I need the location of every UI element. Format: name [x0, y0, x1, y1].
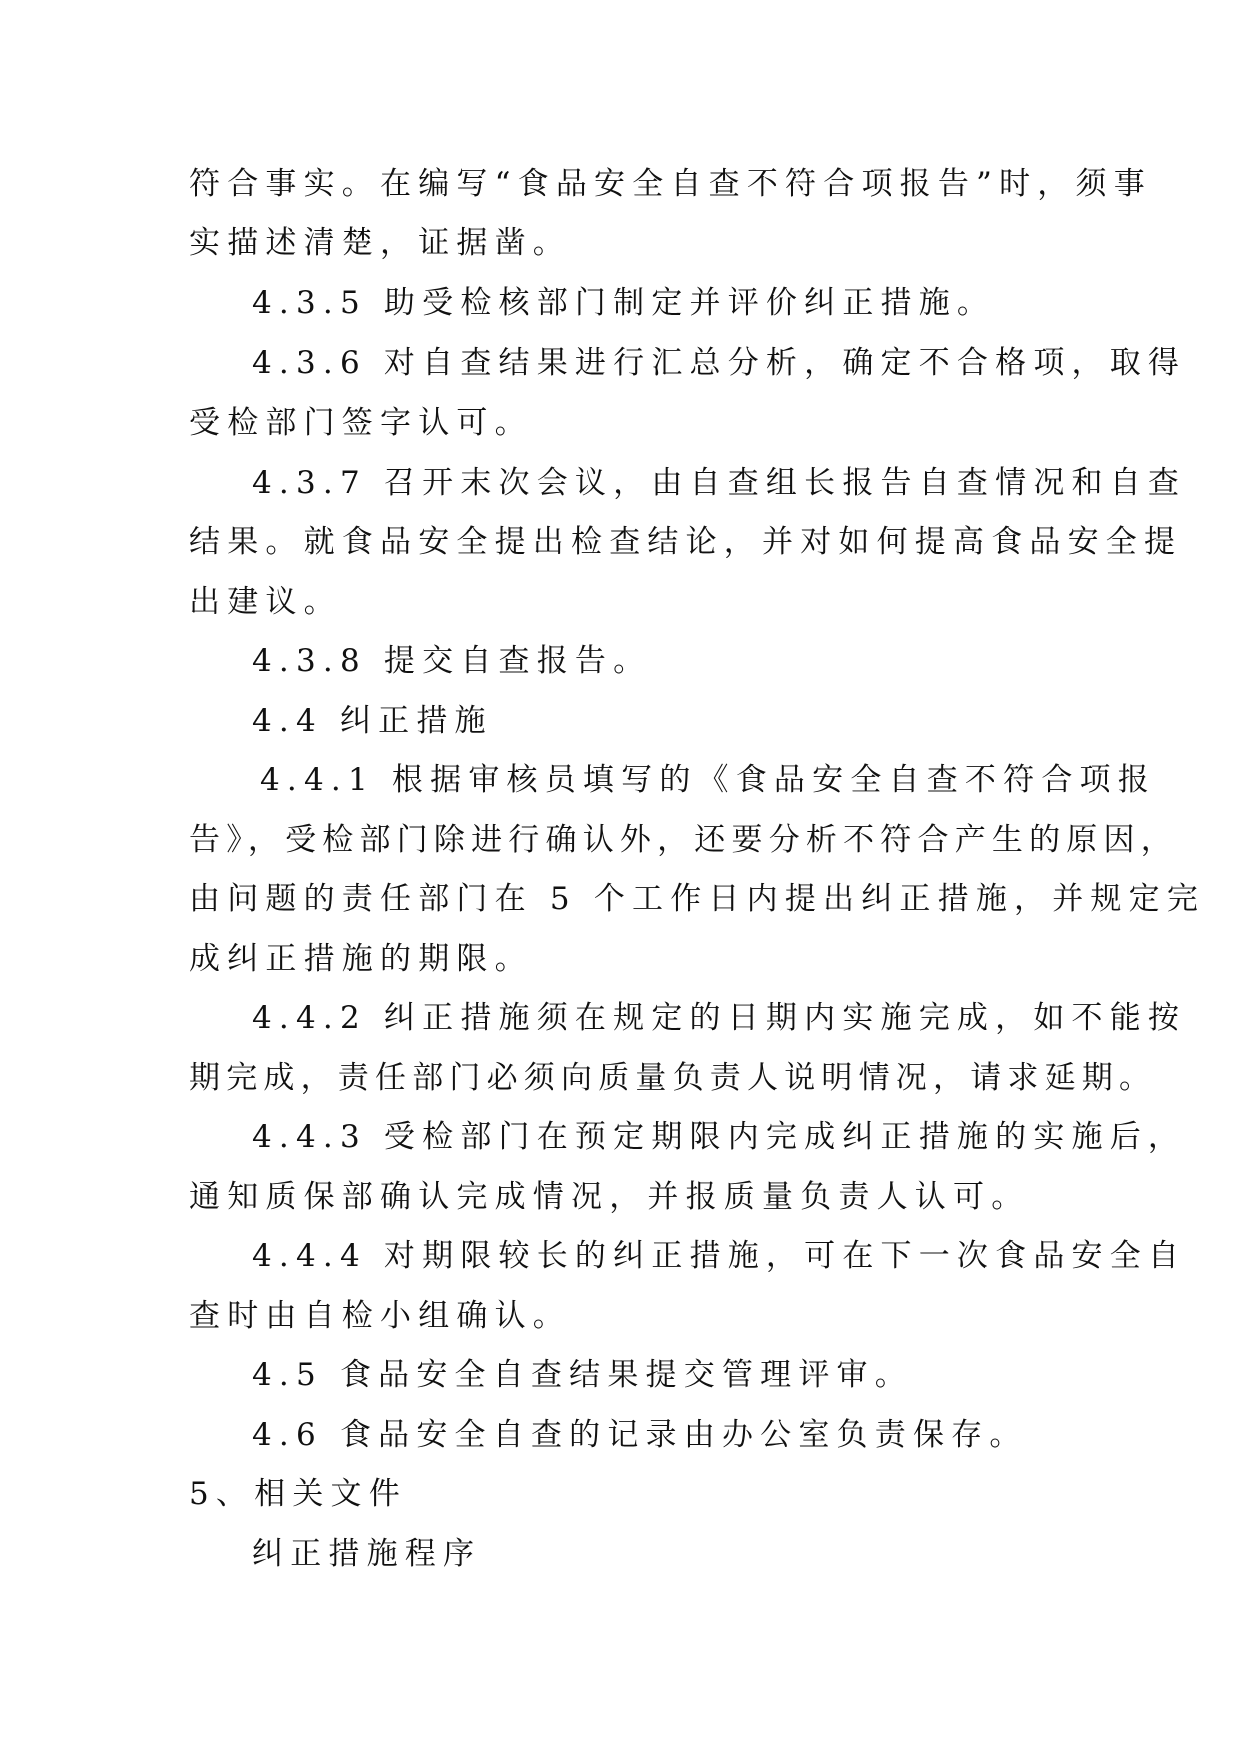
text-line: 查时由自检小组确认。 [189, 1298, 571, 1334]
text-line: 告》，受检部门除进行确认外，还要分析不符合产生的原因， [189, 822, 1178, 858]
text-line: 成纠正措施的期限。 [189, 941, 533, 977]
section-heading: 5、相关文件 [189, 1476, 407, 1512]
text-line: 通知质保部确认完成情况，并报质量负责人认可。 [189, 1179, 1030, 1215]
text-line: 结果。就食品安全提出检查结论，并对如何提高食品安全提 [189, 524, 1183, 560]
text-line: 由问题的责任部门在 5 个工作日内提出纠正措施，并规定完 [189, 881, 1206, 917]
text-line: 4.3.8 提交自查报告。 [252, 643, 652, 679]
text-line: 4.6 食品安全自查的记录由办公室负责保存。 [252, 1417, 1028, 1453]
text-line: 出建议。 [189, 584, 342, 620]
text-line: 4.3.5 助受检核部门制定并评价纠正措施。 [252, 285, 996, 321]
text-line: 受检部门签字认可。 [189, 405, 533, 441]
text-line: 4.3.6 对自查结果进行汇总分析，确定不合格项，取得 [252, 345, 1187, 381]
text-line: 4.4.1 根据审核员填写的《食品安全自查不符合项报 [260, 762, 1156, 798]
text-line: 期完成，责任部门必须向质量负责人说明情况，请求延期。 [189, 1060, 1157, 1096]
text-line: 实描述清楚，证据凿。 [189, 225, 571, 261]
text-line: 4.4.2 纠正措施须在规定的日期内实施完成，如不能按 [252, 1000, 1187, 1036]
text-line: 符合事实。在编写“食品安全自查不符合项报告”时，须事 [189, 166, 1152, 202]
text-line: 4.3.7 召开末次会议，由自查组长报告自查情况和自查 [252, 465, 1187, 501]
text-line: 4.4.4 对期限较长的纠正措施，可在下一次食品安全自 [252, 1238, 1187, 1274]
text-line: 纠正措施程序 [252, 1536, 482, 1572]
text-line: 4.4.3 受检部门在预定期限内完成纠正措施的实施后， [252, 1119, 1187, 1155]
text-line: 4.5 食品安全自查结果提交管理评审。 [252, 1357, 913, 1393]
section-heading: 4.4 纠正措施 [252, 703, 493, 739]
